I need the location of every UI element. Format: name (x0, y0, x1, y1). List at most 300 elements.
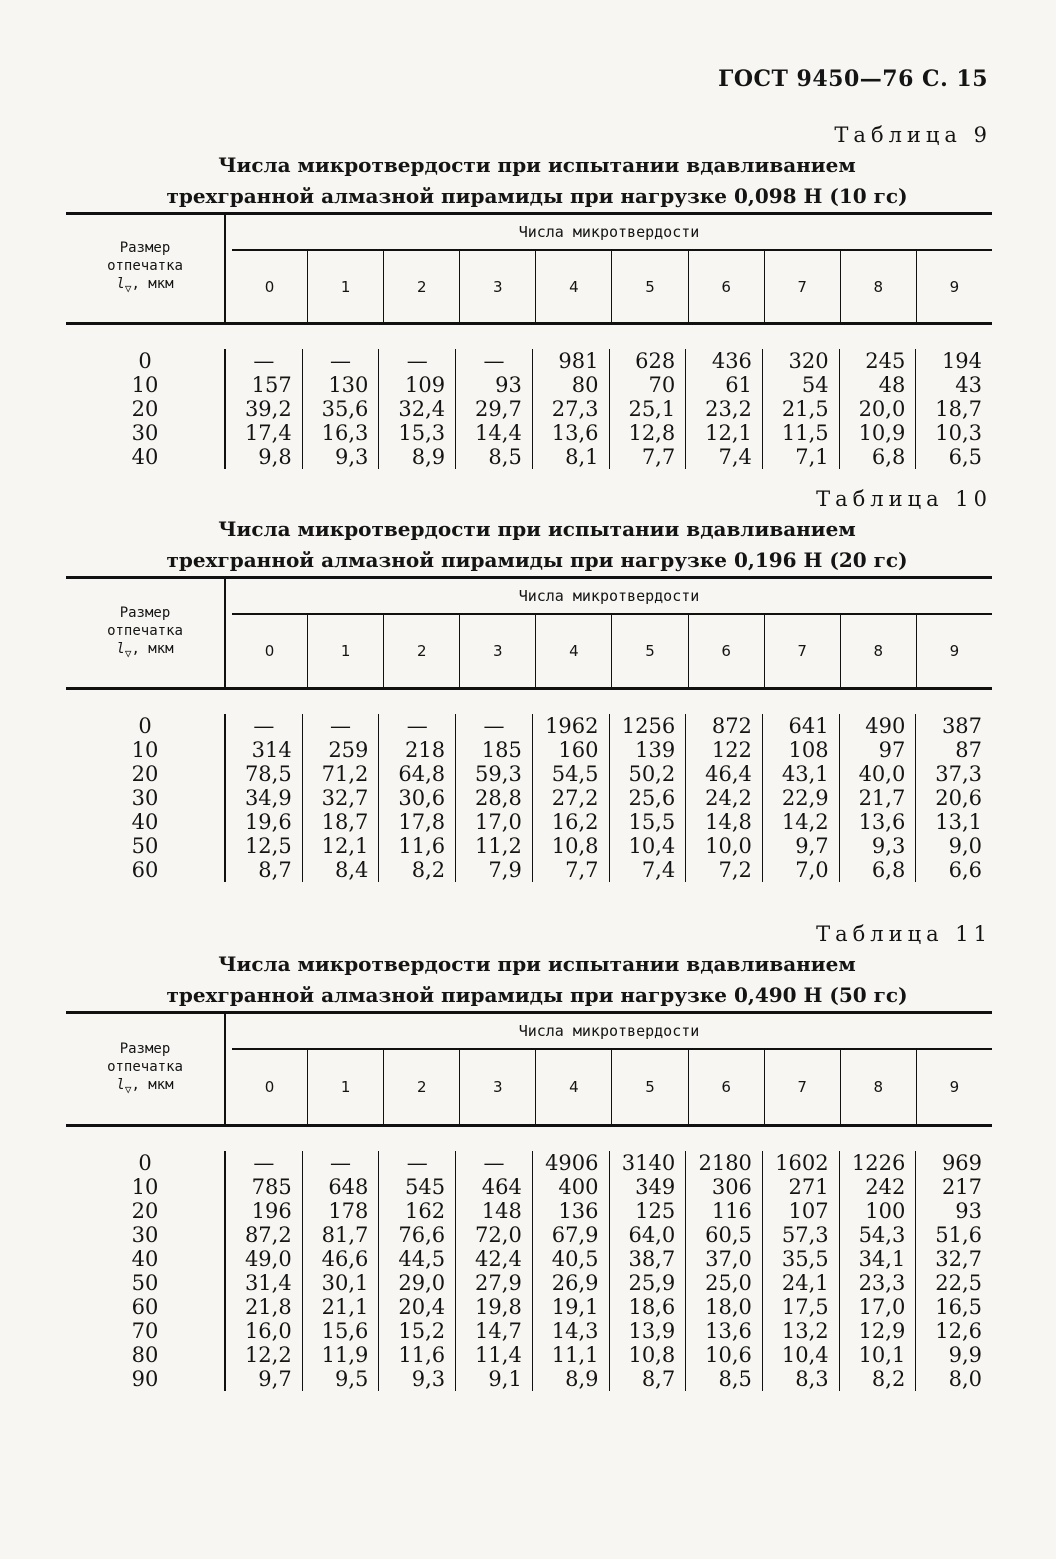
table-cell: 306 (711, 1175, 752, 1199)
table-cell: 162 (405, 1199, 446, 1223)
table-cell: 20,6 (935, 786, 983, 810)
table-cell: 64,0 (628, 1223, 676, 1247)
digit-header-cell: 4 (535, 251, 611, 322)
size-head-line3 (116, 640, 173, 663)
table-cell: 25,0 (705, 1271, 752, 1295)
page-header: ГОСТ 9450—76 С. 15 (718, 66, 988, 92)
table-cell: 981 (558, 349, 599, 373)
table-cell: 35,6 (321, 397, 369, 421)
size-head-subscript: ▽ (124, 646, 132, 660)
table-cell: 29,7 (475, 397, 522, 421)
digit-header-cell: 7 (764, 251, 840, 322)
table-title-line2: трехгранной алмазной пирамиды при нагрузке 0,490 Н (50 гс) (166, 983, 908, 1007)
table-cell: 54,5 (551, 762, 599, 786)
table-cell: 13,6 (858, 810, 906, 834)
digit-header-cell: 9 (916, 1050, 992, 1124)
table-cell: 218 (405, 738, 446, 762)
value-column (532, 1151, 609, 1391)
table-cell: 6,6 (948, 858, 983, 882)
table-cell: 87 (955, 738, 983, 762)
table-cell: 30,1 (321, 1271, 369, 1295)
table-cell: 25,9 (628, 1271, 676, 1295)
table-cell: 10,8 (551, 834, 599, 858)
table-cell: 71,2 (321, 762, 369, 786)
value-column (455, 349, 532, 469)
table-cell: 11,4 (475, 1343, 522, 1367)
table-cell: 67,9 (551, 1223, 599, 1247)
table-cell: 23,3 (858, 1271, 906, 1295)
table-cell: 160 (558, 738, 599, 762)
digit-row (232, 249, 992, 322)
size-value: 40 (131, 1247, 159, 1271)
digit-header-cell: 1 (307, 615, 383, 687)
digit-header-cell: 6 (688, 1050, 764, 1124)
value-column (839, 349, 916, 469)
table-cell: 122 (711, 738, 752, 762)
table-cell: 18,7 (321, 810, 369, 834)
table-cell: 46,6 (321, 1247, 369, 1271)
table-cell: 11,5 (781, 421, 829, 445)
table-cell: 178 (328, 1199, 369, 1223)
table-title-line1: Числа микротвердости при испытании вдавливанием (218, 517, 856, 541)
size-value: 80 (131, 1343, 159, 1367)
table-cell: 12,1 (705, 421, 752, 445)
table-cell: — (330, 1151, 352, 1175)
table-cell: 10,3 (935, 421, 983, 445)
table-cell: 9,3 (411, 1367, 446, 1391)
table-cell: 8,7 (641, 1367, 676, 1391)
table-cell: 43,1 (781, 762, 829, 786)
table-cell: 21,7 (858, 786, 906, 810)
table-cell: 10,1 (858, 1343, 906, 1367)
table-cell: 51,6 (935, 1223, 983, 1247)
table-title-line1: Числа микротвердости при испытании вдавливанием (218, 952, 856, 976)
size-value: 20 (131, 1199, 159, 1223)
size-head-subscript: ▽ (124, 281, 132, 295)
table-cell: 8,3 (795, 1367, 829, 1391)
table-cell: 8,9 (411, 445, 446, 469)
table-cell: 28,8 (475, 786, 522, 810)
size-value: 30 (131, 421, 159, 445)
table-body (66, 1127, 992, 1395)
table-cell: 217 (941, 1175, 983, 1199)
table-cell: 14,7 (475, 1319, 522, 1343)
value-column (762, 714, 839, 882)
size-head-line3 (116, 1076, 173, 1099)
digit-header-cell: 7 (764, 1050, 840, 1124)
size-value: 0 (138, 714, 152, 738)
table-cell: 9,5 (335, 1367, 369, 1391)
table-cell: 7,4 (718, 445, 752, 469)
value-column (378, 714, 455, 882)
table-cell: 78,5 (244, 762, 292, 786)
table-cell: 21,1 (321, 1295, 369, 1319)
value-column (685, 714, 762, 882)
digit-header-cell: 8 (840, 1050, 916, 1124)
size-value: 20 (131, 397, 159, 421)
table-cell: 545 (405, 1175, 446, 1199)
table-cell: 125 (635, 1199, 676, 1223)
table-block (66, 919, 992, 1395)
table-cell: 14,8 (705, 810, 752, 834)
value-column (302, 349, 379, 469)
size-head-symbol: l (116, 1076, 125, 1093)
value-column (915, 714, 992, 882)
table-cell: — (330, 714, 352, 738)
digit-header-cell: 5 (611, 615, 687, 687)
value-column (762, 349, 839, 469)
table-cell: 15,6 (321, 1319, 369, 1343)
table-cell: 17,0 (858, 1295, 906, 1319)
table-cell: 54 (801, 373, 829, 397)
group-label: Числа микротвердости (518, 587, 700, 605)
table-cell: 349 (635, 1175, 676, 1199)
table-cell: 76,6 (398, 1223, 446, 1247)
value-columns (224, 714, 992, 882)
digit-header-cell: 2 (383, 251, 459, 322)
value-columns (224, 349, 992, 469)
table-cell: 12,5 (244, 834, 292, 858)
table-cell: 9,8 (258, 445, 292, 469)
digit-row (232, 1048, 992, 1124)
size-value: 60 (131, 858, 159, 882)
table-cell: 16,3 (321, 421, 369, 445)
table-cell: 80 (571, 373, 599, 397)
table-cell: 61 (725, 373, 752, 397)
table-cell: 7,1 (795, 445, 829, 469)
size-value: 40 (131, 810, 159, 834)
table-title-line1: Числа микротвердости при испытании вдавливанием (218, 153, 856, 177)
table-cell: 196 (251, 1199, 292, 1223)
digit-header-cell: 2 (383, 1050, 459, 1124)
table-cell: 18,0 (705, 1295, 752, 1319)
table-cell: 109 (405, 373, 446, 397)
table-cell: 59,3 (475, 762, 522, 786)
table-cell: 57,3 (781, 1223, 829, 1247)
table-cell: — (483, 714, 505, 738)
digit-header-cell: 5 (611, 1050, 687, 1124)
table-cell: 48 (878, 373, 906, 397)
digit-header-cell: 3 (459, 615, 535, 687)
table-cell: 14,3 (551, 1319, 599, 1343)
table-cell: 32,7 (321, 786, 369, 810)
size-head-line1: Размер (119, 240, 171, 257)
table-cell: 34,9 (244, 786, 292, 810)
table-cell: 12,2 (244, 1343, 292, 1367)
table-cell: 38,7 (628, 1247, 676, 1271)
table-header (66, 576, 992, 690)
size-value: 50 (131, 1271, 159, 1295)
size-value: 0 (138, 1151, 152, 1175)
table-cell: 12,1 (321, 834, 369, 858)
table-cell: 10,0 (705, 834, 752, 858)
table-cell: 49,0 (244, 1247, 292, 1271)
table-cell: 24,1 (781, 1271, 829, 1295)
table-cell: 16,2 (551, 810, 599, 834)
table-cell: — (253, 714, 275, 738)
table-caption: Таблица 11 (816, 922, 992, 946)
table-cell: 32,7 (935, 1247, 983, 1271)
table-cell: 7,0 (795, 858, 829, 882)
value-column (609, 349, 686, 469)
size-value: 50 (131, 834, 159, 858)
table-cell: 19,1 (551, 1295, 599, 1319)
table-cell: 107 (788, 1199, 829, 1223)
table-cell: 13,9 (628, 1319, 676, 1343)
table-cell: 9,7 (795, 834, 829, 858)
values-header (224, 215, 992, 322)
size-column (66, 349, 224, 469)
table-cell: 12,6 (935, 1319, 983, 1343)
table-cell: 24,2 (705, 786, 752, 810)
size-value: 60 (131, 1295, 159, 1319)
table-cell: 194 (941, 349, 983, 373)
table-cell: 387 (941, 714, 983, 738)
table-cell: — (253, 349, 275, 373)
table-cell: 641 (788, 714, 829, 738)
table-cell: 1962 (545, 714, 599, 738)
table-cell: 6,8 (871, 858, 906, 882)
group-label: Числа микротвердости (518, 223, 700, 241)
table-header (66, 1011, 992, 1127)
table-cell: 54,3 (858, 1223, 906, 1247)
value-column (226, 714, 302, 882)
table-cell: 16,5 (935, 1295, 983, 1319)
table-cell: 8,9 (565, 1367, 599, 1391)
table-cell: 10,6 (705, 1343, 752, 1367)
table-cell: 9,1 (488, 1367, 522, 1391)
table-cell: 8,5 (718, 1367, 752, 1391)
table-cell: 21,8 (244, 1295, 292, 1319)
digit-header-cell: 3 (459, 1050, 535, 1124)
table-cell: 490 (865, 714, 906, 738)
table-cell: 25,6 (628, 786, 676, 810)
group-label: Числа микротвердости (518, 1022, 700, 1040)
table-cell: 108 (788, 738, 829, 762)
table-cell: 17,4 (244, 421, 292, 445)
size-head-line2: отпечатка (107, 622, 183, 639)
value-column (609, 714, 686, 882)
table-cell: 785 (251, 1175, 292, 1199)
table-cell: 20,0 (858, 397, 906, 421)
table-cell: 17,8 (398, 810, 446, 834)
digit-header-cell: 1 (307, 1050, 383, 1124)
table-cell: 34,1 (858, 1247, 906, 1271)
value-column (609, 1151, 686, 1391)
table-cell: 400 (558, 1175, 599, 1199)
size-value: 30 (131, 1223, 159, 1247)
table-cell: 7,2 (718, 858, 752, 882)
size-head-line1: Размер (119, 1040, 171, 1057)
table-cell: 116 (711, 1199, 752, 1223)
table-cell: 18,6 (628, 1295, 676, 1319)
value-column (455, 714, 532, 882)
table-cell: 8,4 (335, 858, 369, 882)
value-column (532, 714, 609, 882)
table-cell: 50,2 (628, 762, 676, 786)
table-cell: 148 (481, 1199, 522, 1223)
table-cell: 259 (328, 738, 369, 762)
value-column (915, 1151, 992, 1391)
size-column-header (66, 1014, 224, 1124)
value-column (685, 349, 762, 469)
table-cell: 43 (955, 373, 983, 397)
size-head-unit: , мкм (131, 1076, 174, 1093)
table-cell: 157 (251, 373, 292, 397)
table-cell: 26,9 (551, 1271, 599, 1295)
digit-header-cell: 9 (916, 615, 992, 687)
table-cell: 9,3 (335, 445, 369, 469)
table-cell: 37,3 (935, 762, 983, 786)
table-cell: 136 (558, 1199, 599, 1223)
table-cell: 1226 (851, 1151, 906, 1175)
table-cell: 7,7 (565, 858, 599, 882)
size-head-symbol: l (116, 276, 125, 293)
value-column (226, 1151, 302, 1391)
size-head-line1: Размер (119, 604, 171, 621)
table-block (66, 120, 992, 473)
table-cell: 320 (788, 349, 829, 373)
digit-header-cell: 8 (840, 251, 916, 322)
values-header (224, 1014, 992, 1124)
table-cell: 8,2 (411, 858, 446, 882)
table-cell: 9,0 (948, 834, 983, 858)
table-cell: 15,5 (628, 810, 676, 834)
value-columns (224, 1151, 992, 1391)
table-cell: 87,2 (244, 1223, 292, 1247)
size-head-unit: , мкм (131, 276, 174, 293)
table-cell: 19,8 (475, 1295, 522, 1319)
digit-header-cell: 4 (535, 1050, 611, 1124)
digit-header-cell: 6 (688, 615, 764, 687)
digit-header-cell: 2 (383, 615, 459, 687)
digit-header-cell: 1 (307, 251, 383, 322)
table-cell: 12,9 (858, 1319, 906, 1343)
table-cell: 97 (878, 738, 906, 762)
table-cell: 70 (648, 373, 676, 397)
table-cell: 8,1 (565, 445, 599, 469)
table-cell: 10,4 (628, 834, 676, 858)
size-column (66, 714, 224, 882)
table-cell: 872 (711, 714, 752, 738)
size-value: 10 (131, 738, 159, 762)
table-cell: 16,0 (244, 1319, 292, 1343)
size-column-header (66, 579, 224, 687)
table-cell: 29,0 (398, 1271, 446, 1295)
table-cell: 9,9 (948, 1343, 983, 1367)
table-cell: 23,2 (705, 397, 752, 421)
size-value: 0 (138, 349, 152, 373)
value-column (378, 349, 455, 469)
value-column (839, 714, 916, 882)
table-cell: 11,6 (398, 834, 446, 858)
digit-header-cell: 0 (264, 277, 275, 296)
table-cell: 13,6 (705, 1319, 752, 1343)
table-cell: 9,7 (258, 1367, 292, 1391)
table-cell: 20,4 (398, 1295, 446, 1319)
table-cell: 25,1 (628, 397, 676, 421)
table-cell: 271 (788, 1175, 829, 1199)
table-cell: 93 (495, 373, 522, 397)
table-cell: 72,0 (475, 1223, 522, 1247)
table-cell: 11,6 (398, 1343, 446, 1367)
table-cell: — (330, 349, 352, 373)
table-cell: 13,2 (781, 1319, 829, 1343)
size-head-line2: отпечатка (107, 1058, 183, 1075)
table-cell: 3140 (621, 1151, 676, 1175)
value-column (915, 349, 992, 469)
table-cell: 242 (865, 1175, 906, 1199)
size-column (66, 1151, 224, 1391)
table-cell: — (406, 1151, 428, 1175)
table-cell: 12,8 (628, 421, 676, 445)
table-cell: 19,6 (244, 810, 292, 834)
table-cell: 7,7 (641, 445, 676, 469)
digit-row (232, 613, 992, 687)
size-value: 90 (131, 1367, 159, 1391)
table-cell: 30,6 (398, 786, 446, 810)
table-header (66, 212, 992, 325)
table-cell: 969 (941, 1151, 983, 1175)
table-cell: 21,5 (781, 397, 829, 421)
table-cell: 60,5 (705, 1223, 752, 1247)
table-cell: 40,5 (551, 1247, 599, 1271)
table-cell: 11,9 (321, 1343, 369, 1367)
digit-header-cell: 0 (264, 642, 275, 660)
digit-header-cell: 4 (535, 615, 611, 687)
size-head-subscript: ▽ (124, 1082, 132, 1096)
table-cell: 2180 (698, 1151, 752, 1175)
table-cell: 31,4 (244, 1271, 292, 1295)
size-value: 30 (131, 786, 159, 810)
size-column-header (66, 215, 224, 322)
size-head-line2: отпечатка (107, 258, 183, 275)
table-cell: 436 (711, 349, 752, 373)
digit-header-cell: 3 (459, 251, 535, 322)
table-cell: — (406, 714, 428, 738)
size-value: 10 (131, 1175, 159, 1199)
table-cell: 14,4 (475, 421, 522, 445)
size-value: 20 (131, 762, 159, 786)
table-block (66, 484, 992, 904)
value-column (226, 349, 302, 469)
table-cell: 628 (635, 349, 676, 373)
table-cell: 81,7 (321, 1223, 369, 1247)
table-cell: 17,0 (475, 810, 522, 834)
table-cell: — (406, 349, 428, 373)
size-head-line3 (116, 275, 173, 298)
table-cell: 39,2 (244, 397, 292, 421)
table-cell: 22,5 (935, 1271, 983, 1295)
table-cell: 10,4 (781, 1343, 829, 1367)
table-caption: Таблица 10 (816, 487, 992, 511)
digit-header-cell: 7 (764, 615, 840, 687)
table-cell: 22,9 (781, 786, 829, 810)
table-cell: 245 (865, 349, 906, 373)
table-cell: 27,3 (551, 397, 599, 421)
table-title-line2: трехгранной алмазной пирамиды при нагрузке 0,098 Н (10 гс) (166, 184, 908, 208)
table-cell: 27,9 (475, 1271, 522, 1295)
value-column (302, 714, 379, 882)
table-cell: 46,4 (705, 762, 752, 786)
table-cell: 1602 (775, 1151, 829, 1175)
table-cell: 7,9 (488, 858, 522, 882)
table-cell: 42,4 (475, 1247, 522, 1271)
table-cell: 32,4 (398, 397, 446, 421)
table-cell: 8,0 (948, 1367, 983, 1391)
table-cell: 6,5 (948, 445, 983, 469)
table-cell: 37,0 (705, 1247, 752, 1271)
